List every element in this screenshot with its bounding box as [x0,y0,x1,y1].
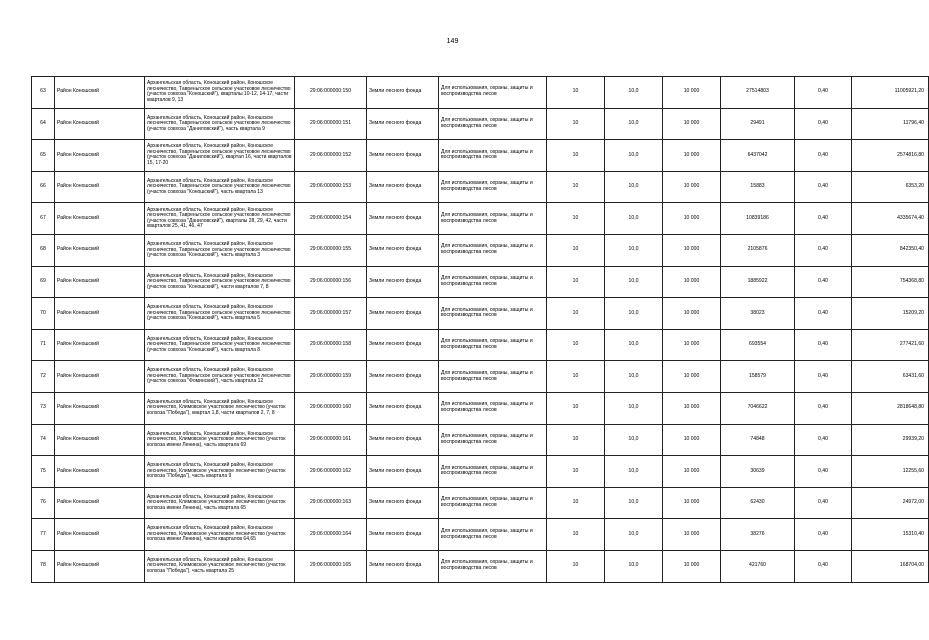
value-cell: 10 000 [663,234,721,266]
value-cell: 10 000 [663,361,721,393]
permitted-use-cell: Для использования, охраны, защиты и воспроизводства лесов [439,203,547,235]
district-cell: Район Коношский [55,171,145,203]
rate-cell: 0,40 [795,140,852,172]
land-category-cell: Земли лесного фонда [367,329,439,361]
area-cell: 10839186 [721,203,795,235]
cadastral-number-cell: 29:06:000000:165 [295,550,367,582]
permitted-use-cell: Для использования, охраны, защиты и воспроизводства лесов [439,456,547,488]
area-cell: 158579 [721,361,795,393]
rate-cell: 0,40 [795,487,852,519]
table-row [32,171,929,203]
land-category-cell: Земли лесного фонда [367,487,439,519]
permitted-use-cell: Для использования, охраны, защиты и воспроизводства лесов [439,77,547,109]
value-cell: 10 [547,329,605,361]
rate-cell: 0,40 [795,266,852,298]
land-category-cell: Земли лесного фонда [367,298,439,330]
table-row [32,361,929,393]
row-number: 71 [32,329,55,361]
district-cell: Район Коношский [55,329,145,361]
rate-cell: 0,40 [795,550,852,582]
cadastral-value-cell: 6353,20 [852,171,929,203]
area-cell: 6437042 [721,140,795,172]
permitted-use-cell: Для использования, охраны, защиты и воспроизводства лесов [439,519,547,551]
cadastral-number-cell: 29:06:000000:161 [295,424,367,456]
location-cell: Архангельская область, Коношский район, Коношское лесничество, Тавреньгское сельское участковое лесничество (участок совхоза "Даниловский"), квартал 16, части кварталов 15, 17-20 [145,140,295,172]
value-cell: 10,0 [605,487,663,519]
district-cell: Район Коношский [55,203,145,235]
location-cell: Архангельская область, Коношский район, Коношское лесничество, Климовское участковое лесничество (участок колхоза "Победа"), часть квартала 9 [145,456,295,488]
value-cell: 10,0 [605,234,663,266]
cadastral-value-cell: 11796,40 [852,108,929,140]
table-row [32,329,929,361]
permitted-use-cell: Для использования, охраны, защиты и воспроизводства лесов [439,550,547,582]
cadastral-value-cell: 11005921,20 [852,77,929,109]
rate-cell: 0,40 [795,77,852,109]
permitted-use-cell: Для использования, охраны, защиты и воспроизводства лесов [439,361,547,393]
value-cell: 10,0 [605,519,663,551]
location-cell: Архангельская область, Коношский район, Коношское лесничество, Климовское участковое лесничество (участок колхоза имени Ленина), часть квартала 65 [145,487,295,519]
district-cell: Район Коношский [55,519,145,551]
area-cell: 15883 [721,171,795,203]
cadastral-value-cell: 15310,40 [852,519,929,551]
location-cell: Архангельская область, Коношский район, Коношское лесничество, Климовское участковое лесничество (участок колхоза "Победа"), квартал 1,8, части кварталов 2, 7, 8 [145,392,295,424]
row-number: 66 [32,171,55,203]
row-number: 74 [32,424,55,456]
land-category-cell: Земли лесного фонда [367,266,439,298]
value-cell: 10 [547,171,605,203]
row-number: 69 [32,266,55,298]
land-category-cell: Земли лесного фонда [367,171,439,203]
cadastral-number-cell: 29:06:000000:150 [295,77,367,109]
value-cell: 10 000 [663,456,721,488]
page-number: 149 [446,38,459,45]
value-cell: 10 [547,392,605,424]
value-cell: 10 [547,108,605,140]
district-cell: Район Коношский [55,424,145,456]
location-cell: Архангельская область, Коношский район, Коношское лесничество, Тавреньгское сельское участковое лесничество (участок совхоза "Даниловский"), кварталы 28, 29, 42, части кварталов 25, 41, 46, 47 [145,203,295,235]
land-category-cell: Земли лесного фонда [367,108,439,140]
row-number: 64 [32,108,55,140]
area-cell: 2105876 [721,234,795,266]
location-cell: Архангельская область, Коношский район, Коношское лесничество, Тавреньгское сельское участковое лесничество (участок совхоза "Коношский"), кварталы 10-12, 14-17, части кварталов 9, 13 [145,77,295,109]
table-row [32,234,929,266]
cadastral-value-cell: 2574816,80 [852,140,929,172]
permitted-use-cell: Для использования, охраны, защиты и воспроизводства лесов [439,298,547,330]
row-number: 72 [32,361,55,393]
area-cell: 38276 [721,519,795,551]
permitted-use-cell: Для использования, охраны, защиты и воспроизводства лесов [439,266,547,298]
rate-cell: 0,40 [795,361,852,393]
table-row [32,424,929,456]
cadastral-number-cell: 29:06:000000:155 [295,234,367,266]
rate-cell: 0,40 [795,234,852,266]
table-row [32,456,929,488]
cadastral-number-cell: 29:06:000000:156 [295,266,367,298]
permitted-use-cell: Для использования, охраны, защиты и воспроизводства лесов [439,171,547,203]
cadastral-number-cell: 29:06:000000:163 [295,487,367,519]
area-cell: 693554 [721,329,795,361]
value-cell: 10 000 [663,329,721,361]
cadastral-number-cell: 29:06:000000:160 [295,392,367,424]
rate-cell: 0,40 [795,519,852,551]
value-cell: 10,0 [605,108,663,140]
rate-cell: 0,40 [795,392,852,424]
land-parcels-table [31,76,929,583]
value-cell: 10,0 [605,392,663,424]
rate-cell: 0,40 [795,329,852,361]
cadastral-number-cell: 29:06:000000:151 [295,108,367,140]
cadastral-number-cell: 29:06:000000:162 [295,456,367,488]
value-cell: 10 [547,519,605,551]
permitted-use-cell: Для использования, охраны, защиты и воспроизводства лесов [439,424,547,456]
permitted-use-cell: Для использования, охраны, защиты и воспроизводства лесов [439,234,547,266]
land-category-cell: Земли лесного фонда [367,203,439,235]
location-cell: Архангельская область, Коношский район, Коношское лесничество, Тавреньгское сельское участковое лесничество (участок совхоза "Фоминский"), часть квартала 12 [145,361,295,393]
permitted-use-cell: Для использования, охраны, защиты и воспроизводства лесов [439,108,547,140]
area-cell: 27514803 [721,77,795,109]
table-row [32,77,929,109]
value-cell: 10 [547,203,605,235]
location-cell: Архангельская область, Коношский район, Коношское лесничество, Климовское участковое лесничество (участок колхоза "Победа"), часть квартала 25 [145,550,295,582]
value-cell: 10 [547,487,605,519]
value-cell: 10,0 [605,171,663,203]
value-cell: 10,0 [605,456,663,488]
land-category-cell: Земли лесного фонда [367,234,439,266]
land-category-cell: Земли лесного фонда [367,140,439,172]
value-cell: 10,0 [605,77,663,109]
location-cell: Архангельская область, Коношский район, Коношское лесничество, Тавреньгское сельское участковое лесничество (участок совхоза "Коношский"), часть квартала 8 [145,329,295,361]
row-number: 63 [32,77,55,109]
table-row [32,140,929,172]
value-cell: 10 000 [663,77,721,109]
rate-cell: 0,40 [795,424,852,456]
table-row [32,487,929,519]
table-row [32,266,929,298]
value-cell: 10 [547,424,605,456]
area-cell: 38023 [721,298,795,330]
area-cell: 74848 [721,424,795,456]
cadastral-value-cell: 63431,60 [852,361,929,393]
district-cell: Район Коношский [55,234,145,266]
district-cell: Район Коношский [55,487,145,519]
row-number: 67 [32,203,55,235]
area-cell: 29491 [721,108,795,140]
land-category-cell: Земли лесного фонда [367,361,439,393]
value-cell: 10,0 [605,203,663,235]
area-cell: 1885922 [721,266,795,298]
cadastral-number-cell: 29:06:000000:152 [295,140,367,172]
district-cell: Район Коношский [55,550,145,582]
row-number: 77 [32,519,55,551]
value-cell: 10 [547,266,605,298]
row-number: 75 [32,456,55,488]
row-number: 70 [32,298,55,330]
value-cell: 10,0 [605,424,663,456]
location-cell: Архангельская область, Коношский район, Коношское лесничество, Тавреньгское сельское участковое лесничество (участок совхоза "Коношский"), часть квартала 13 [145,171,295,203]
value-cell: 10 000 [663,487,721,519]
value-cell: 10 000 [663,424,721,456]
value-cell: 10 000 [663,171,721,203]
table-row [32,519,929,551]
location-cell: Архангельская область, Коношский район, Коношское лесничество, Тавреньгское сельское участковое лесничество (участок совхоза "Коношский"), часть квартала 3 [145,234,295,266]
cadastral-value-cell: 24972,00 [852,487,929,519]
rate-cell: 0,40 [795,171,852,203]
value-cell: 10 000 [663,298,721,330]
land-category-cell: Земли лесного фонда [367,456,439,488]
location-cell: Архангельская область, Коношский район, Коношское лесничество, Климовское участковое лесничество (участок колхоза имени Ленина), часть квартала 69 [145,424,295,456]
cadastral-value-cell: 2818648,80 [852,392,929,424]
cadastral-value-cell: 12255,60 [852,456,929,488]
location-cell: Архангельская область, Коношский район, Коношское лесничество, Тавреньгское сельское участковое лесничество (участок совхоза "Коношский"), часть квартала 5 [145,298,295,330]
row-number: 68 [32,234,55,266]
value-cell: 10,0 [605,266,663,298]
cadastral-value-cell: 29939,20 [852,424,929,456]
table-row [32,392,929,424]
value-cell: 10 [547,456,605,488]
rate-cell: 0,40 [795,456,852,488]
cadastral-number-cell: 29:06:000000:153 [295,171,367,203]
location-cell: Архангельская область, Коношский район, Коношское лесничество, Климовское участковое лесничество (участок колхоза имени Ленина), части кварталов 64,65 [145,519,295,551]
cadastral-number-cell: 29:06:000000:159 [295,361,367,393]
value-cell: 10 000 [663,108,721,140]
value-cell: 10,0 [605,550,663,582]
district-cell: Район Коношский [55,266,145,298]
cadastral-value-cell: 754368,80 [852,266,929,298]
location-cell: Архангельская область, Коношский район, Коношское лесничество, Тавреньгское сельское участковое лесничество (участок совхоза "Коношский"), части кварталов 7, 8 [145,266,295,298]
table-row [32,108,929,140]
area-cell: 30639 [721,456,795,488]
value-cell: 10,0 [605,140,663,172]
row-number: 65 [32,140,55,172]
value-cell: 10,0 [605,298,663,330]
value-cell: 10 [547,361,605,393]
cadastral-value-cell: 277421,60 [852,329,929,361]
rate-cell: 0,40 [795,108,852,140]
table-row [32,550,929,582]
value-cell: 10 000 [663,203,721,235]
district-cell: Район Коношский [55,140,145,172]
value-cell: 10 000 [663,392,721,424]
district-cell: Район Коношский [55,361,145,393]
district-cell: Район Коношский [55,456,145,488]
cadastral-number-cell: 29:06:000000:164 [295,519,367,551]
location-cell: Архангельская область, Коношский район, Коношское лесничество, Тавреньгское сельское участковое лесничество (участок совхоза "Даниловский"), часть квартала 9 [145,108,295,140]
value-cell: 10 [547,234,605,266]
value-cell: 10,0 [605,329,663,361]
cadastral-value-cell: 842350,40 [852,234,929,266]
rate-cell: 0,40 [795,298,852,330]
area-cell: 421760 [721,550,795,582]
land-category-cell: Земли лесного фонда [367,77,439,109]
district-cell: Район Коношский [55,392,145,424]
value-cell: 10 000 [663,266,721,298]
permitted-use-cell: Для использования, охраны, защиты и воспроизводства лесов [439,329,547,361]
row-number: 76 [32,487,55,519]
area-cell: 62430 [721,487,795,519]
land-category-cell: Земли лесного фонда [367,424,439,456]
district-cell: Район Коношский [55,108,145,140]
value-cell: 10,0 [605,361,663,393]
district-cell: Район Коношский [55,77,145,109]
value-cell: 10 000 [663,519,721,551]
land-category-cell: Земли лесного фонда [367,392,439,424]
cadastral-value-cell: 4335674,40 [852,203,929,235]
permitted-use-cell: Для использования, охраны, защиты и воспроизводства лесов [439,487,547,519]
permitted-use-cell: Для использования, охраны, защиты и воспроизводства лесов [439,392,547,424]
cadastral-value-cell: 15209,20 [852,298,929,330]
district-cell: Район Коношский [55,298,145,330]
table-row [32,298,929,330]
area-cell: 7046622 [721,392,795,424]
value-cell: 10 [547,550,605,582]
table-row [32,203,929,235]
land-category-cell: Земли лесного фонда [367,550,439,582]
cadastral-number-cell: 29:06:000000:154 [295,203,367,235]
permitted-use-cell: Для использования, охраны, защиты и воспроизводства лесов [439,140,547,172]
cadastral-number-cell: 29:06:000000:158 [295,329,367,361]
value-cell: 10 000 [663,140,721,172]
value-cell: 10 [547,298,605,330]
value-cell: 10 000 [663,550,721,582]
cadastral-value-cell: 168704,00 [852,550,929,582]
value-cell: 10 [547,140,605,172]
cadastral-number-cell: 29:06:000000:157 [295,298,367,330]
row-number: 73 [32,392,55,424]
land-category-cell: Земли лесного фонда [367,519,439,551]
rate-cell: 0,40 [795,203,852,235]
value-cell: 10 [547,77,605,109]
row-number: 78 [32,550,55,582]
